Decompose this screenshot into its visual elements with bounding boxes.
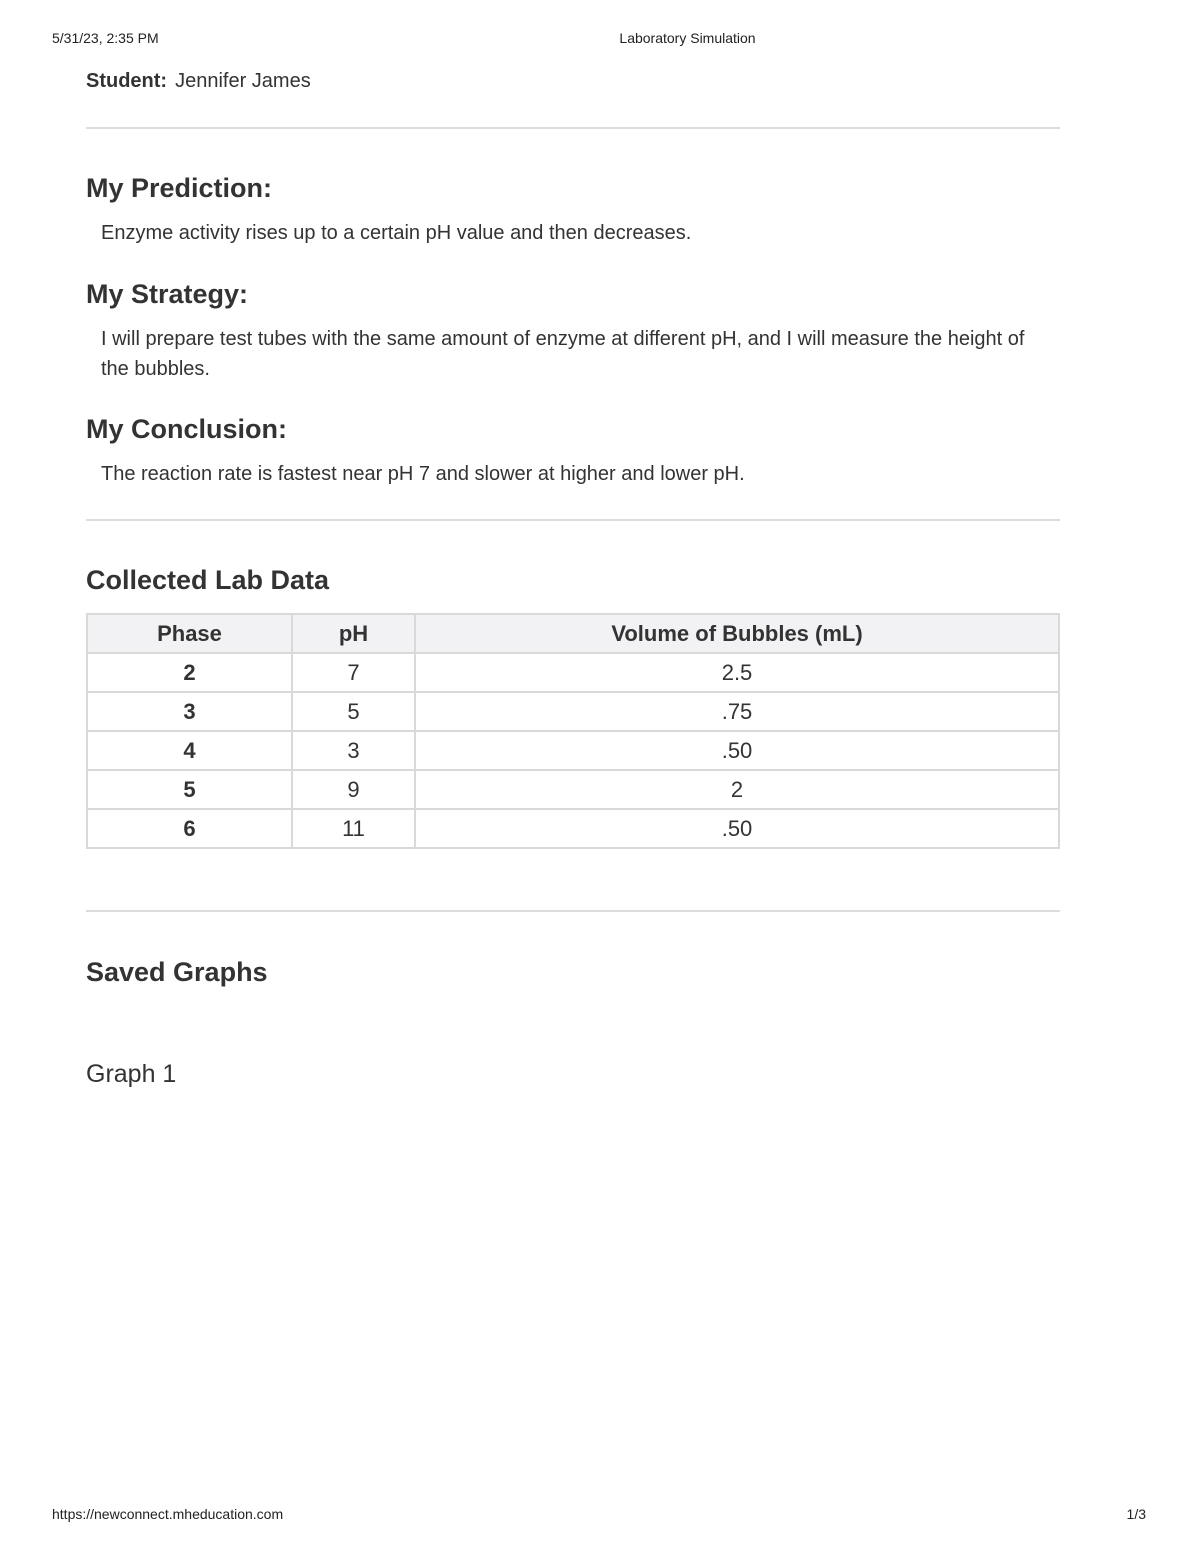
cell-phase: 3 bbox=[87, 692, 292, 731]
column-header-ph: pH bbox=[292, 614, 415, 653]
student-line bbox=[86, 70, 311, 93]
table-row bbox=[87, 809, 1059, 848]
table-row bbox=[87, 653, 1059, 692]
column-header-volume: Volume of Bubbles (mL) bbox=[415, 614, 1059, 653]
cell-ph: 9 bbox=[292, 770, 415, 809]
cell-volume: 2.5 bbox=[415, 653, 1059, 692]
strategy-text: I will prepare test tubes with the same amount of enzyme at different pH, and I will measure the height of the bubbles. bbox=[101, 328, 1025, 380]
divider bbox=[86, 127, 1060, 129]
cell-ph: 7 bbox=[292, 653, 415, 692]
student-name: Jennifer James bbox=[175, 70, 311, 92]
cell-volume: .50 bbox=[415, 809, 1059, 848]
table-row bbox=[87, 770, 1059, 809]
prediction-heading: My Prediction: bbox=[86, 173, 273, 203]
divider bbox=[86, 519, 1060, 521]
column-header-phase: Phase bbox=[87, 614, 292, 653]
conclusion-heading: My Conclusion: bbox=[86, 414, 287, 444]
saved-graphs-heading: Saved Graphs bbox=[86, 957, 268, 987]
cell-ph: 3 bbox=[292, 731, 415, 770]
cell-ph: 5 bbox=[292, 692, 415, 731]
table-row bbox=[87, 731, 1059, 770]
conclusion-text: The reaction rate is fastest near pH 7 and slower at higher and lower pH. bbox=[101, 463, 745, 485]
cell-volume: .50 bbox=[415, 731, 1059, 770]
page-number: 1/3 bbox=[1126, 1506, 1146, 1522]
print-datetime: 5/31/23, 2:35 PM bbox=[52, 30, 159, 46]
student-label: Student: bbox=[86, 70, 168, 92]
prediction-text: Enzyme activity rises up to a certain pH value and then decreases. bbox=[101, 222, 692, 244]
cell-volume: .75 bbox=[415, 692, 1059, 731]
table-header-row bbox=[87, 614, 1059, 653]
cell-phase: 4 bbox=[87, 731, 292, 770]
print-url: https://newconnect.mheducation.com bbox=[52, 1506, 284, 1522]
strategy-heading: My Strategy: bbox=[86, 279, 249, 309]
cell-ph: 11 bbox=[292, 809, 415, 848]
graph-label: Graph 1 bbox=[86, 1060, 177, 1088]
print-page-title: Laboratory Simulation bbox=[619, 30, 756, 46]
cell-phase: 5 bbox=[87, 770, 292, 809]
cell-volume: 2 bbox=[415, 770, 1059, 809]
cell-phase: 2 bbox=[87, 653, 292, 692]
divider bbox=[86, 910, 1060, 912]
lab-data-table bbox=[86, 613, 1060, 849]
lab-data-heading: Collected Lab Data bbox=[86, 565, 330, 595]
cell-phase: 6 bbox=[87, 809, 292, 848]
table-row bbox=[87, 692, 1059, 731]
